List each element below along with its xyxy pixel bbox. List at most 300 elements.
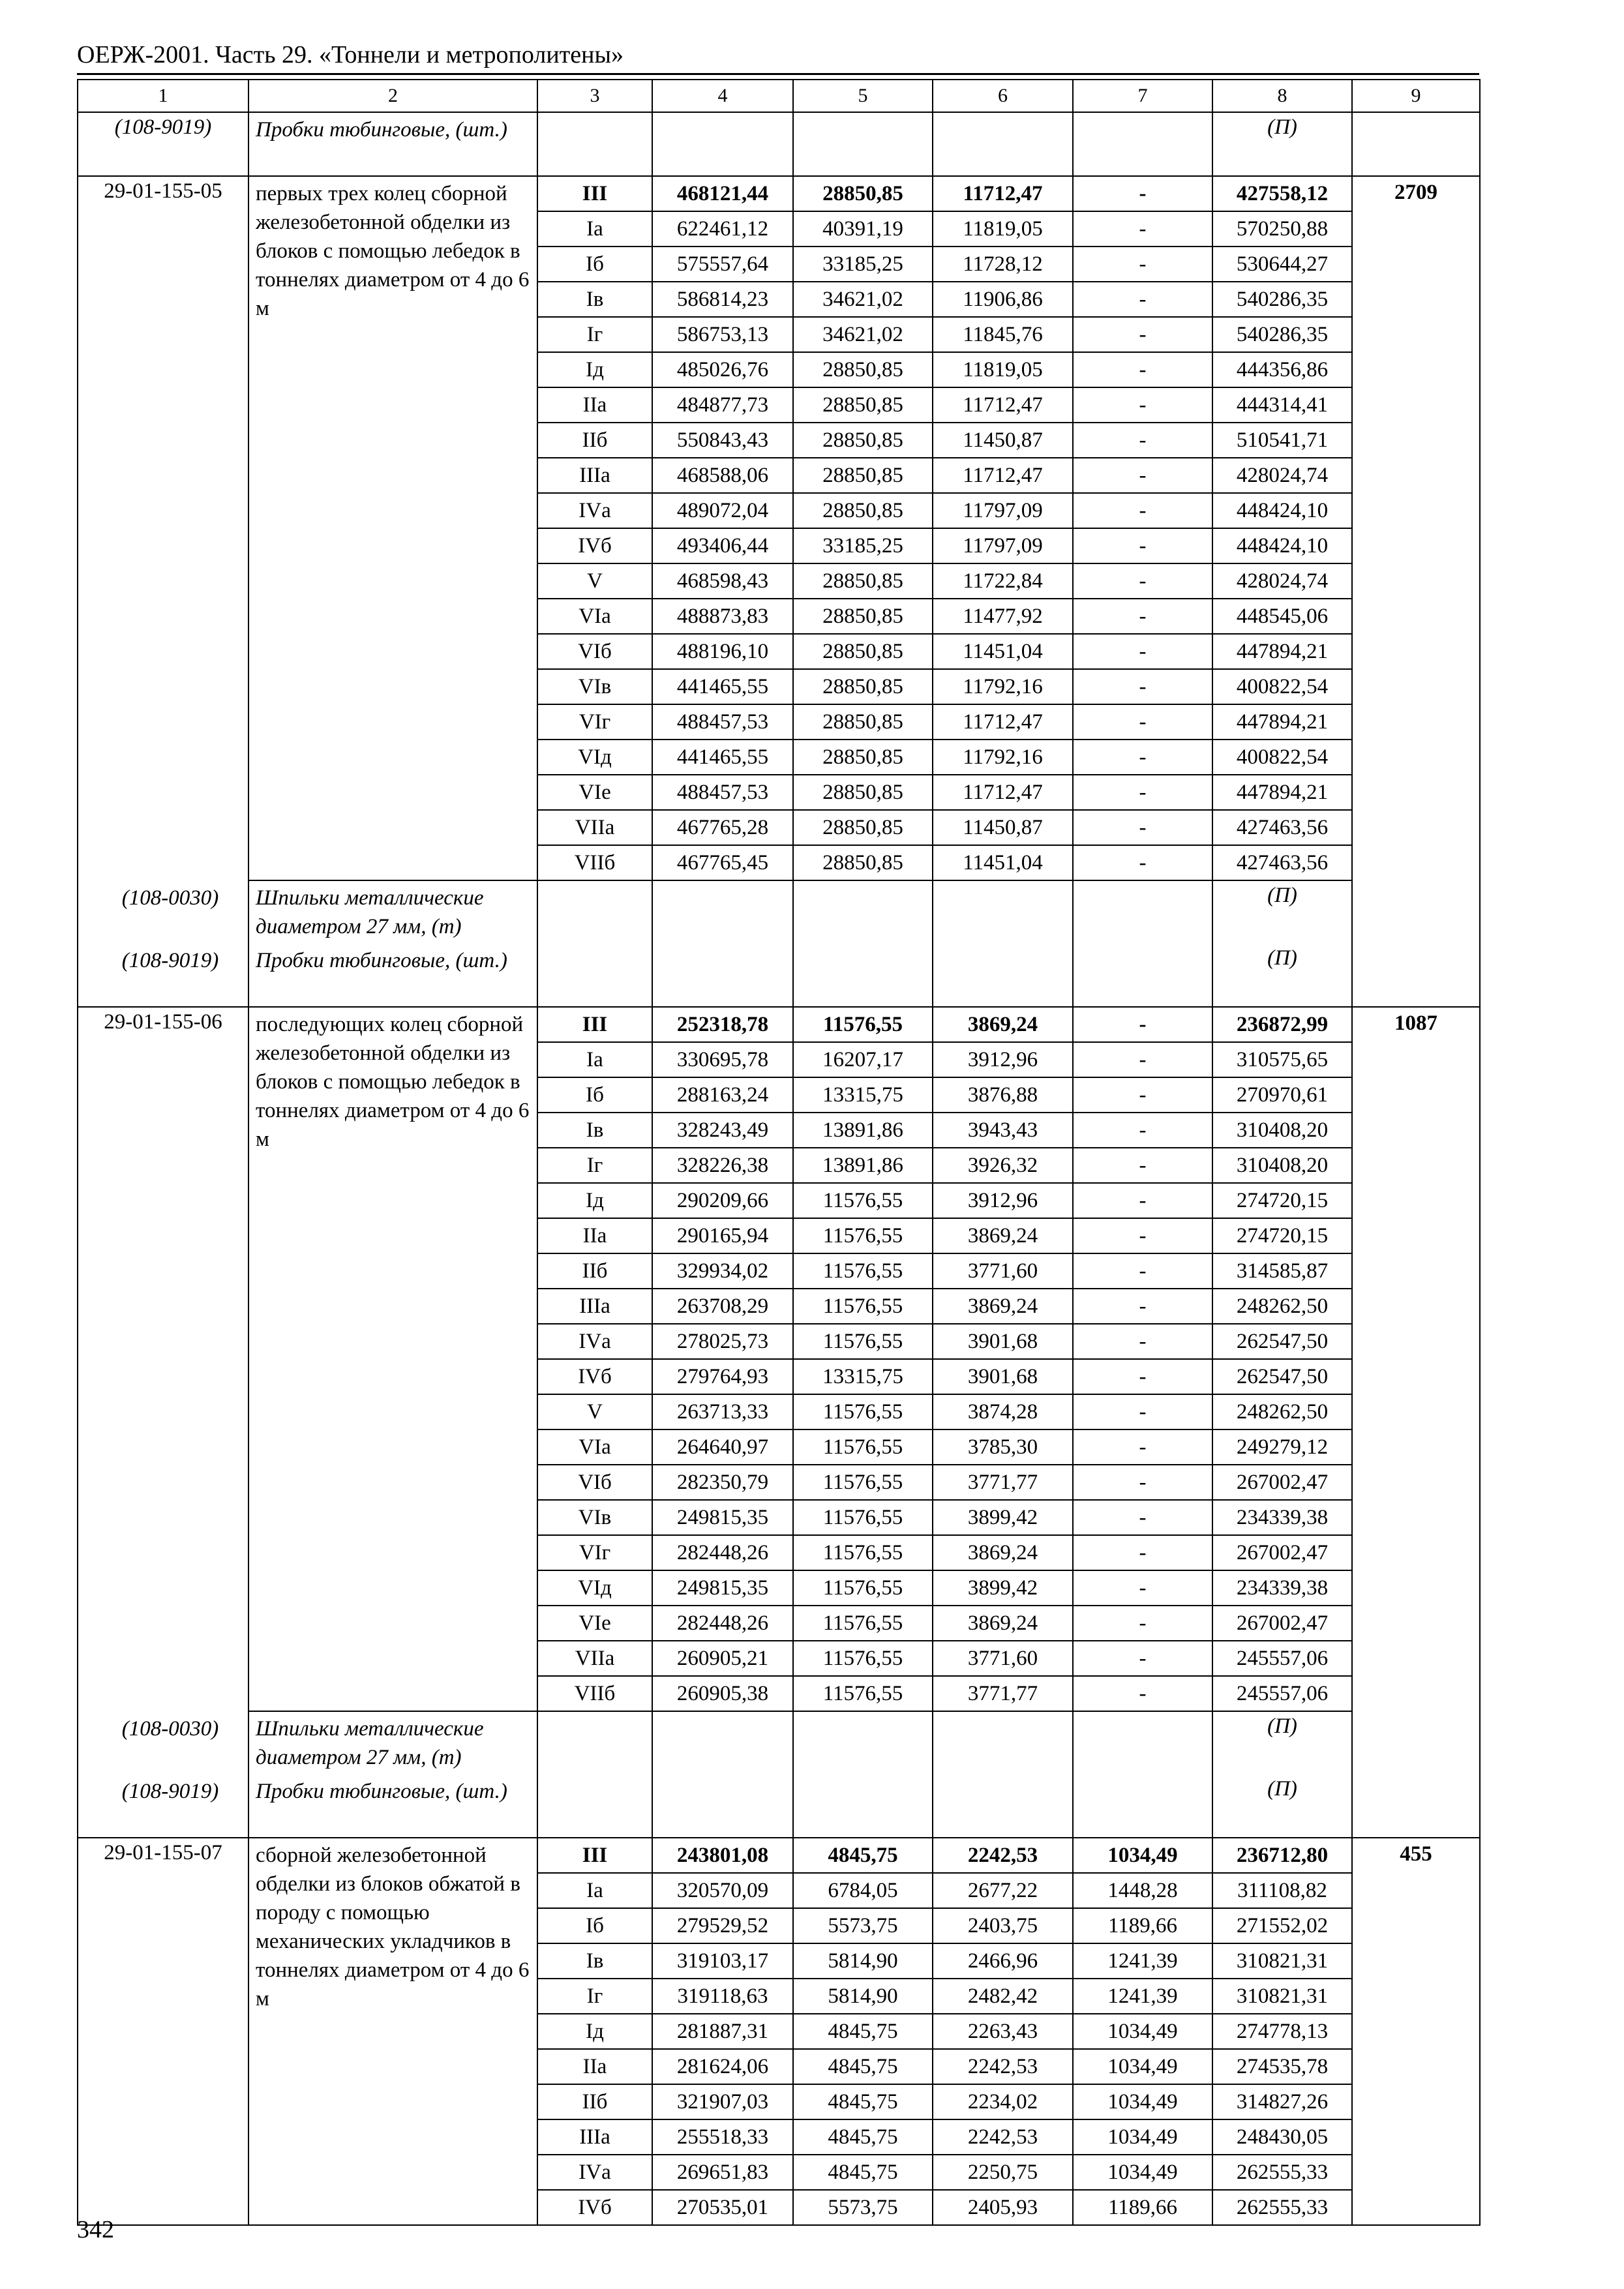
value-cell-5: 11576,55 [793, 1253, 933, 1289]
value-cell-8: 427463,56 [1212, 810, 1352, 845]
material-code: (108-0030) [121, 1717, 219, 1741]
value-cell-5: 28850,85 [793, 387, 933, 423]
value-cell-4: 288163,24 [652, 1077, 793, 1113]
zone-cell: Iг [537, 1979, 652, 2014]
zone-cell: VIа [537, 1429, 652, 1465]
empty-cell [652, 880, 793, 944]
material-row [78, 1774, 1480, 1838]
rate-description: последующих колец сборной железобетонной обделки из блоков с помощью лебедок в тоннелях диаметром от 4 до 6 м [248, 1007, 537, 1711]
value-cell-8: 428024,74 [1212, 458, 1352, 493]
value-cell-6: 3771,60 [933, 1253, 1073, 1289]
value-cell-5: 28850,85 [793, 845, 933, 880]
value-cell-5: 28850,85 [793, 634, 933, 669]
value-cell-5: 28850,85 [793, 775, 933, 810]
empty-cell [1352, 112, 1480, 176]
zone-cell: VIв [537, 669, 652, 704]
material-name: Шпильки металлические диаметром 27 мм, (т) [256, 886, 484, 938]
value-cell-4: 467765,28 [652, 810, 793, 845]
value-cell-8: 262555,33 [1212, 2155, 1352, 2190]
value-cell-7: - [1073, 1465, 1212, 1500]
value-cell-5: 16207,17 [793, 1042, 933, 1077]
zone-cell: Iг [537, 317, 652, 352]
value-cell-6: 3926,32 [933, 1148, 1073, 1183]
value-cell-6: 3912,96 [933, 1183, 1073, 1218]
value-cell-7: 1034,49 [1073, 2119, 1212, 2155]
value-cell-8: 310408,20 [1212, 1148, 1352, 1183]
value-cell-4: 279529,52 [652, 1908, 793, 1943]
zone-cell: VIIа [537, 810, 652, 845]
empty-cell [793, 1774, 933, 1838]
empty-cell [537, 112, 652, 176]
value-cell-4: 329934,02 [652, 1253, 793, 1289]
value-cell-6: 3876,88 [933, 1077, 1073, 1113]
value-cell-6: 11451,04 [933, 845, 1073, 880]
value-cell-5: 11576,55 [793, 1218, 933, 1253]
column-number-3: 3 [537, 80, 652, 112]
zone-cell: VIа [537, 599, 652, 634]
value-cell-5: 11576,55 [793, 1324, 933, 1359]
value-cell-7: - [1073, 493, 1212, 528]
zone-cell: IVб [537, 1359, 652, 1394]
value-cell-7: - [1073, 1359, 1212, 1394]
material-name-cell [121, 1711, 537, 1774]
zone-cell: Iа [537, 211, 652, 247]
value-cell-8: 447894,21 [1212, 704, 1352, 740]
material-name-cell [121, 944, 537, 1007]
value-cell-8: 427558,12 [1212, 176, 1352, 211]
value-cell-6: 3771,77 [933, 1465, 1073, 1500]
empty-cell [1073, 1711, 1212, 1774]
value-cell-4: 249815,35 [652, 1500, 793, 1535]
value-cell-8: 310408,20 [1212, 1113, 1352, 1148]
value-cell-4: 255518,33 [652, 2119, 793, 2155]
value-cell-8: 427463,56 [1212, 845, 1352, 880]
zone-cell: Iд [537, 1183, 652, 1218]
empty-cell [537, 1711, 652, 1774]
value-cell-4: 290165,94 [652, 1218, 793, 1253]
value-cell-4: 488196,10 [652, 634, 793, 669]
material-unit-mark: (П) [1212, 944, 1352, 1007]
value-cell-8: 249279,12 [1212, 1429, 1352, 1465]
value-cell-7: - [1073, 1535, 1212, 1570]
value-cell-6: 11906,86 [933, 282, 1073, 317]
value-cell-6: 3912,96 [933, 1042, 1073, 1077]
zone-cell: VIе [537, 1606, 652, 1641]
value-cell-5: 13315,75 [793, 1359, 933, 1394]
value-cell-4: 468598,43 [652, 563, 793, 599]
value-cell-4: 243801,08 [652, 1838, 793, 1873]
value-cell-4: 321907,03 [652, 2084, 793, 2119]
value-cell-7: - [1073, 387, 1212, 423]
value-cell-8: 400822,54 [1212, 669, 1352, 704]
value-cell-7: 1034,49 [1073, 1838, 1212, 1873]
value-cell-6: 11819,05 [933, 211, 1073, 247]
material-row [78, 1711, 1480, 1774]
value-cell-6: 2405,93 [933, 2190, 1073, 2225]
value-cell-6: 11712,47 [933, 775, 1073, 810]
value-cell-5: 28850,85 [793, 176, 933, 211]
value-cell-5: 11576,55 [793, 1289, 933, 1324]
material-row [78, 880, 1480, 944]
column-number-9: 9 [1352, 80, 1480, 112]
column-number-5: 5 [793, 80, 933, 112]
value-cell-6: 3771,77 [933, 1676, 1073, 1711]
value-cell-4: 290209,66 [652, 1183, 793, 1218]
value-cell-5: 28850,85 [793, 493, 933, 528]
value-cell-4: 264640,97 [652, 1429, 793, 1465]
material-code: (108-9019) [78, 112, 248, 176]
material-row [78, 944, 1480, 1007]
value-cell-7: - [1073, 1183, 1212, 1218]
rate-code: 29-01-155-07 [78, 1838, 248, 2225]
value-cell-7: - [1073, 1429, 1212, 1465]
empty-cell [793, 880, 933, 944]
material-unit-mark: (П) [1212, 1711, 1352, 1774]
value-cell-5: 13891,86 [793, 1113, 933, 1148]
value-cell-7: - [1073, 1218, 1212, 1253]
zone-cell: V [537, 563, 652, 599]
zone-cell: III [537, 176, 652, 211]
value-cell-6: 3869,24 [933, 1218, 1073, 1253]
value-cell-5: 28850,85 [793, 563, 933, 599]
material-name-cell [121, 1774, 537, 1838]
empty-cell [1073, 944, 1212, 1007]
empty-cell [652, 1774, 793, 1838]
value-cell-4: 278025,73 [652, 1324, 793, 1359]
value-cell-6: 11728,12 [933, 247, 1073, 282]
value-cell-8: 245557,06 [1212, 1641, 1352, 1676]
value-cell-6: 2250,75 [933, 2155, 1073, 2190]
zone-cell: IVб [537, 2190, 652, 2225]
value-cell-5: 5573,75 [793, 1908, 933, 1943]
value-cell-6: 2242,53 [933, 1838, 1073, 1873]
value-cell-7: - [1073, 247, 1212, 282]
material-row [78, 112, 1480, 176]
page-header-title: ОЕРЖ-2001. Часть 29. «Тоннели и метрополитены» [77, 41, 624, 68]
value-cell-5: 4845,75 [793, 2014, 933, 2049]
value-cell-7: - [1073, 1042, 1212, 1077]
zone-cell: III [537, 1007, 652, 1042]
value-cell-8: 540286,35 [1212, 282, 1352, 317]
value-cell-4: 493406,44 [652, 528, 793, 563]
value-cell-4: 282350,79 [652, 1465, 793, 1500]
empty-cell [1073, 112, 1212, 176]
value-cell-5: 5814,90 [793, 1943, 933, 1979]
value-cell-8: 236872,99 [1212, 1007, 1352, 1042]
value-cell-7: - [1073, 176, 1212, 211]
value-cell-6: 11845,76 [933, 317, 1073, 352]
value-cell-7: - [1073, 1077, 1212, 1113]
value-cell-5: 4845,75 [793, 1838, 933, 1873]
material-unit-mark: (П) [1212, 1774, 1352, 1838]
value-cell-8: 310575,65 [1212, 1042, 1352, 1077]
zone-cell: IIб [537, 2084, 652, 2119]
value-cell-7: 1034,49 [1073, 2014, 1212, 2049]
zone-cell: Iв [537, 282, 652, 317]
value-cell-6: 11712,47 [933, 458, 1073, 493]
rate-row [78, 1838, 1480, 1873]
value-cell-6: 11819,05 [933, 352, 1073, 387]
zone-cell: Iв [537, 1113, 652, 1148]
value-cell-8: 310821,31 [1212, 1979, 1352, 2014]
value-cell-7: - [1073, 1676, 1212, 1711]
zone-cell: Iг [537, 1148, 652, 1183]
zone-cell: VIб [537, 634, 652, 669]
value-cell-7: - [1073, 669, 1212, 704]
zone-cell: Iд [537, 2014, 652, 2049]
zone-cell: VIг [537, 1535, 652, 1570]
value-cell-6: 11792,16 [933, 669, 1073, 704]
value-cell-7: 1189,66 [1073, 1908, 1212, 1943]
value-cell-8: 248262,50 [1212, 1394, 1352, 1429]
zone-cell: Iа [537, 1873, 652, 1908]
rate-code: 29-01-155-05 [78, 176, 248, 1007]
value-cell-6: 11722,84 [933, 563, 1073, 599]
zone-cell: V [537, 1394, 652, 1429]
value-cell-4: 270535,01 [652, 2190, 793, 2225]
value-cell-5: 5573,75 [793, 2190, 933, 2225]
value-cell-4: 622461,12 [652, 211, 793, 247]
value-cell-5: 33185,25 [793, 247, 933, 282]
value-cell-4: 281887,31 [652, 2014, 793, 2049]
value-cell-6: 11450,87 [933, 423, 1073, 458]
material-code: (108-9019) [121, 949, 219, 972]
column-number-1: 1 [78, 80, 248, 112]
material-unit-mark: (П) [1212, 880, 1352, 944]
value-cell-6: 2234,02 [933, 2084, 1073, 2119]
zone-cell: VIIб [537, 845, 652, 880]
value-cell-7: - [1073, 423, 1212, 458]
zone-cell: IIа [537, 387, 652, 423]
value-cell-4: 279764,93 [652, 1359, 793, 1394]
value-cell-6: 3785,30 [933, 1429, 1073, 1465]
zone-cell: IIIа [537, 458, 652, 493]
value-cell-8: 270970,61 [1212, 1077, 1352, 1113]
zone-cell: IIIа [537, 2119, 652, 2155]
value-cell-5: 11576,55 [793, 1394, 933, 1429]
value-cell-8: 314827,26 [1212, 2084, 1352, 2119]
value-cell-5: 28850,85 [793, 599, 933, 634]
zone-cell: VIв [537, 1500, 652, 1535]
zone-cell: IIб [537, 1253, 652, 1289]
value-cell-4: 484877,73 [652, 387, 793, 423]
value-cell-7: 1241,39 [1073, 1979, 1212, 2014]
value-cell-5: 11576,55 [793, 1606, 933, 1641]
value-cell-6: 2263,43 [933, 2014, 1073, 2049]
value-cell-6: 3869,24 [933, 1606, 1073, 1641]
rate-code: 29-01-155-06 [78, 1007, 248, 1838]
value-cell-5: 34621,02 [793, 317, 933, 352]
column-number-8: 8 [1212, 80, 1352, 112]
value-cell-6: 3899,42 [933, 1500, 1073, 1535]
value-cell-6: 11792,16 [933, 740, 1073, 775]
zone-cell: IVа [537, 2155, 652, 2190]
value-cell-4: 319103,17 [652, 1943, 793, 1979]
material-name: Шпильки металлические диаметром 27 мм, (т) [256, 1717, 484, 1769]
rate-col9-value: 2709 [1352, 176, 1480, 1007]
value-cell-8: 447894,21 [1212, 775, 1352, 810]
value-cell-7: - [1073, 211, 1212, 247]
value-cell-4: 328226,38 [652, 1148, 793, 1183]
zone-cell: Iб [537, 247, 652, 282]
zone-cell: IIб [537, 423, 652, 458]
value-cell-8: 310821,31 [1212, 1943, 1352, 1979]
value-cell-7: - [1073, 1289, 1212, 1324]
zone-cell: VIIб [537, 1676, 652, 1711]
rate-row [78, 176, 1480, 211]
value-cell-4: 586753,13 [652, 317, 793, 352]
value-cell-8: 262547,50 [1212, 1324, 1352, 1359]
material-name-cell [121, 880, 537, 944]
column-number-4: 4 [652, 80, 793, 112]
value-cell-7: 1241,39 [1073, 1943, 1212, 1979]
value-cell-5: 40391,19 [793, 211, 933, 247]
rate-description: сборной железобетонной обделки из блоков обжатой в породу с помощью механических укладчиков в тоннелях диаметром от 4 до 6 м [248, 1838, 537, 2225]
column-number-7: 7 [1073, 80, 1212, 112]
value-cell-8: 267002,47 [1212, 1465, 1352, 1500]
material-name: Пробки тюбинговые, (шт.) [248, 112, 537, 176]
value-cell-8: 570250,88 [1212, 211, 1352, 247]
value-cell-4: 260905,21 [652, 1641, 793, 1676]
empty-cell [793, 112, 933, 176]
zone-cell: Iд [537, 352, 652, 387]
value-cell-7: - [1073, 599, 1212, 634]
value-cell-8: 234339,38 [1212, 1500, 1352, 1535]
value-cell-7: - [1073, 282, 1212, 317]
value-cell-7: - [1073, 1500, 1212, 1535]
value-cell-8: 267002,47 [1212, 1606, 1352, 1641]
value-cell-8: 448424,10 [1212, 528, 1352, 563]
value-cell-7: - [1073, 1148, 1212, 1183]
value-cell-8: 510541,71 [1212, 423, 1352, 458]
value-cell-6: 11797,09 [933, 493, 1073, 528]
value-cell-5: 28850,85 [793, 352, 933, 387]
value-cell-7: - [1073, 775, 1212, 810]
value-cell-4: 468121,44 [652, 176, 793, 211]
value-cell-5: 4845,75 [793, 2155, 933, 2190]
zone-cell: IVа [537, 1324, 652, 1359]
value-cell-8: 234339,38 [1212, 1570, 1352, 1606]
value-cell-5: 4845,75 [793, 2119, 933, 2155]
empty-cell [537, 1774, 652, 1838]
value-cell-4: 249815,35 [652, 1570, 793, 1606]
value-cell-4: 441465,55 [652, 669, 793, 704]
value-cell-6: 3901,68 [933, 1324, 1073, 1359]
value-cell-7: - [1073, 1394, 1212, 1429]
value-cell-7: - [1073, 317, 1212, 352]
zone-cell: Iв [537, 1943, 652, 1979]
value-cell-7: - [1073, 1641, 1212, 1676]
value-cell-7: 1034,49 [1073, 2049, 1212, 2084]
value-cell-4: 281624,06 [652, 2049, 793, 2084]
value-cell-5: 28850,85 [793, 704, 933, 740]
empty-cell [933, 1711, 1073, 1774]
zone-cell: VIд [537, 740, 652, 775]
value-cell-7: - [1073, 563, 1212, 599]
value-cell-8: 262555,33 [1212, 2190, 1352, 2225]
value-cell-4: 328243,49 [652, 1113, 793, 1148]
value-cell-7: - [1073, 845, 1212, 880]
material-code: (108-0030) [121, 886, 219, 910]
value-cell-4: 282448,26 [652, 1606, 793, 1641]
value-cell-6: 2466,96 [933, 1943, 1073, 1979]
value-cell-4: 282448,26 [652, 1535, 793, 1570]
material-unit-mark: (П) [1212, 112, 1352, 176]
value-cell-6: 2677,22 [933, 1873, 1073, 1908]
value-cell-4: 467765,45 [652, 845, 793, 880]
value-cell-5: 28850,85 [793, 458, 933, 493]
value-cell-8: 540286,35 [1212, 317, 1352, 352]
value-cell-8: 248430,05 [1212, 2119, 1352, 2155]
value-cell-5: 11576,55 [793, 1465, 933, 1500]
value-cell-4: 489072,04 [652, 493, 793, 528]
zone-cell: Iб [537, 1077, 652, 1113]
zone-cell: VIIа [537, 1641, 652, 1676]
value-cell-8: 314585,87 [1212, 1253, 1352, 1289]
value-cell-4: 263708,29 [652, 1289, 793, 1324]
value-cell-8: 448545,06 [1212, 599, 1352, 634]
rate-col9-value: 1087 [1352, 1007, 1480, 1838]
value-cell-5: 11576,55 [793, 1007, 933, 1042]
value-cell-8: 245557,06 [1212, 1676, 1352, 1711]
zone-cell: Iа [537, 1042, 652, 1077]
value-cell-7: 1448,28 [1073, 1873, 1212, 1908]
empty-cell [933, 880, 1073, 944]
value-cell-6: 3874,28 [933, 1394, 1073, 1429]
empty-cell [652, 944, 793, 1007]
value-cell-8: 311108,82 [1212, 1873, 1352, 1908]
value-cell-4: 575557,64 [652, 247, 793, 282]
zone-cell: IVб [537, 528, 652, 563]
zone-cell: IIа [537, 2049, 652, 2084]
value-cell-4: 252318,78 [652, 1007, 793, 1042]
empty-cell [793, 1711, 933, 1774]
value-cell-6: 3899,42 [933, 1570, 1073, 1606]
value-cell-8: 447894,21 [1212, 634, 1352, 669]
value-cell-7: - [1073, 1253, 1212, 1289]
value-cell-4: 468588,06 [652, 458, 793, 493]
value-cell-8: 267002,47 [1212, 1535, 1352, 1570]
value-cell-4: 441465,55 [652, 740, 793, 775]
zone-cell: III [537, 1838, 652, 1873]
value-cell-5: 11576,55 [793, 1676, 933, 1711]
zone-cell: IIIа [537, 1289, 652, 1324]
value-cell-7: - [1073, 458, 1212, 493]
value-cell-8: 444314,41 [1212, 387, 1352, 423]
value-cell-5: 28850,85 [793, 810, 933, 845]
value-cell-7: - [1073, 1324, 1212, 1359]
value-cell-5: 11576,55 [793, 1641, 933, 1676]
value-cell-6: 11712,47 [933, 387, 1073, 423]
value-cell-5: 13315,75 [793, 1077, 933, 1113]
value-cell-5: 28850,85 [793, 669, 933, 704]
value-cell-7: - [1073, 352, 1212, 387]
empty-cell [652, 1711, 793, 1774]
value-cell-7: - [1073, 528, 1212, 563]
value-cell-5: 13891,86 [793, 1148, 933, 1183]
column-number-row [78, 80, 1480, 112]
value-cell-7: - [1073, 740, 1212, 775]
value-cell-8: 530644,27 [1212, 247, 1352, 282]
value-cell-6: 11451,04 [933, 634, 1073, 669]
value-cell-5: 4845,75 [793, 2084, 933, 2119]
header-rule [77, 73, 1479, 75]
table-body [78, 80, 1480, 2225]
value-cell-6: 11797,09 [933, 528, 1073, 563]
value-cell-6: 11477,92 [933, 599, 1073, 634]
value-cell-5: 11576,55 [793, 1570, 933, 1606]
empty-cell [933, 1774, 1073, 1838]
